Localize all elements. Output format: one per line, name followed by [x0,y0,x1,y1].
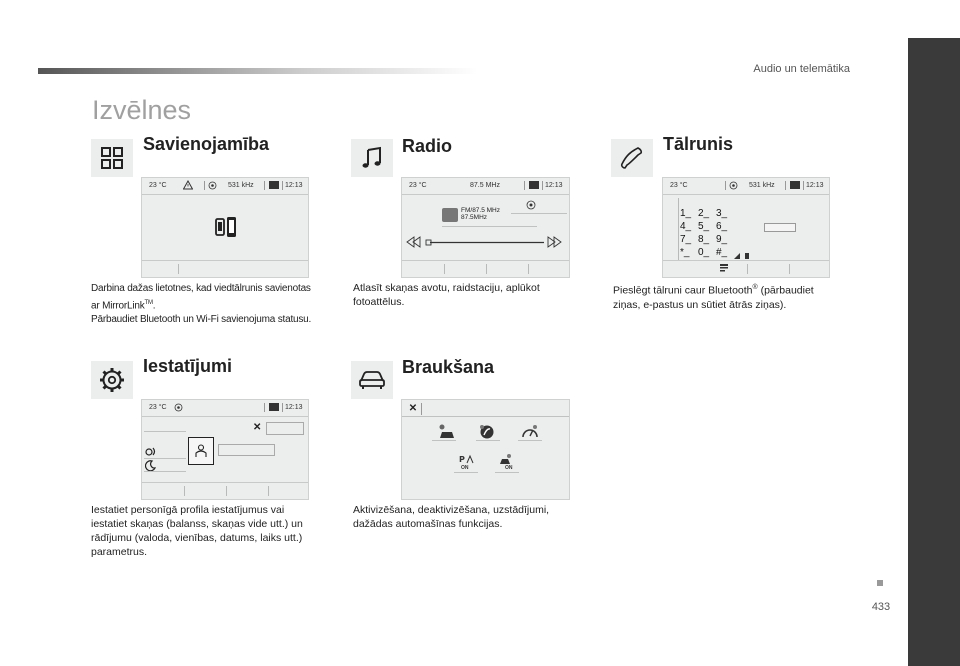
header-gradient-bar [38,68,478,74]
station-logo-icon [442,208,458,222]
phone-description: Pieslēgt tālruni caur Bluetooth® (pārbaudiet ziņas, e-pastus un sūtiet ātrās ziņas). [613,284,814,311]
connectivity-screen [141,177,309,278]
driving-description: Aktivizēšana, deaktivizēšana, uzstādījumi, dažādas automašīnas funkcijas. [353,504,550,530]
radio-signal-icon [174,403,183,412]
header-section-title: Audio un telemātika [753,63,850,75]
status-bar [142,400,308,417]
status-bar [142,178,308,195]
car-icon [351,361,393,399]
seek-forward-icon[interactable] [548,237,561,247]
status-temp: 23 °C [409,182,427,189]
lane-on-label: ON [505,465,513,471]
settings-screen [141,399,309,500]
key-7[interactable]: 7_ [680,234,692,245]
status-frequency: 87.5 MHz [470,182,500,189]
contacts-icon[interactable] [719,263,729,273]
grid-apps-icon [91,139,133,177]
media-icon [790,181,800,189]
connectivity-title: Savienojamība [143,134,270,154]
radio-signal-icon [526,200,536,210]
eco-mode-icon[interactable] [479,424,495,440]
night-mode-icon[interactable] [145,460,156,471]
number-entry-field[interactable] [764,223,796,232]
gear-icon [91,361,133,399]
radio-description: Atlasīt skaņas avotu, raidstaciju, aplūkot fotoattēlus. [353,282,540,308]
status-time: 12:13 [285,404,303,411]
media-icon [269,181,279,189]
status-temp: 23 °C [670,182,688,189]
tuning-slider[interactable] [406,236,566,248]
close-icon[interactable]: ✕ [408,403,418,414]
lane-assist-icon[interactable] [498,453,512,465]
phone-handset-icon [611,139,653,177]
key-4[interactable]: 4_ [680,221,692,232]
station-info: FM/87.5 MHz 87.5MHz [461,207,501,221]
media-icon [269,403,279,411]
dial-keypad[interactable] [680,208,740,259]
status-temp: 23 °C [149,404,167,411]
status-frequency: 531 kHz [228,182,254,189]
status-frequency: 531 kHz [749,182,775,189]
side-thumb-band [908,38,960,666]
parking-on-label: ON [461,465,469,471]
page-marker [877,580,883,586]
status-bar [663,178,829,195]
screen-footer [663,260,829,277]
media-icon [529,181,539,189]
user-profile-button[interactable] [188,437,214,465]
user-profile-icon [195,444,207,458]
settings-title: Iestatījumi [143,356,233,376]
driving-title: Braukšana [402,357,495,377]
sound-settings-icon[interactable] [145,446,158,457]
key-0[interactable]: 0_ [698,247,710,258]
status-time: 12:13 [545,182,563,189]
key-hash[interactable]: #_ [716,247,728,258]
key-6[interactable]: 6_ [716,221,728,232]
profile-option-field[interactable] [218,444,275,456]
svg-text:P: P [459,455,465,464]
warning-icon [183,180,193,190]
radio-signal-icon [208,181,217,190]
screen-footer [142,482,308,499]
key-2[interactable]: 2_ [698,208,710,219]
screen-footer [402,260,569,277]
parking-sensor-icon[interactable] [459,453,475,465]
screen-footer [142,260,308,277]
seek-back-icon[interactable] [407,237,420,247]
phone-screen [662,177,830,278]
speed-dial-icon[interactable] [521,424,539,440]
key-8[interactable]: 8_ [698,234,710,245]
key-9[interactable]: 9_ [716,234,728,245]
key-5[interactable]: 5_ [698,221,710,232]
status-time: 12:13 [806,182,824,189]
key-1[interactable]: 1_ [680,208,692,219]
radio-signal-icon [729,181,738,190]
key-star[interactable]: *_ [680,247,690,258]
status-temp: 23 °C [149,182,167,189]
phone-title: Tālrunis [663,134,734,154]
radio-screen [401,177,570,278]
driving-screen [401,399,570,500]
close-icon[interactable]: ✕ [253,422,262,433]
key-3[interactable]: 3_ [716,208,728,219]
page-title: Izvēlnes [92,95,192,125]
radio-title: Radio [402,136,453,156]
page-number: 433 [871,601,891,613]
settings-description: Iestatiet personīgā profila iestatījumus vai iestatiet skaņas (balanss, skaņas vide utt.) un rādījumu (valoda, vienības, datums, laiks utt.) parametrus. [91,504,303,558]
status-bar [402,178,569,195]
mirror-link-phones-icon [214,215,238,239]
driving-assist-icon[interactable] [437,424,457,440]
status-time: 12:13 [285,182,303,189]
signal-battery-icon [733,252,753,260]
connectivity-description: Darbina dažas lietotnes, kad viedtālrunis savienotas ar MirrorLink™. Pārbaudiet Bluetooth un Wi-Fi savienojuma statusu. [91,283,312,326]
profile-name-field[interactable] [266,422,304,435]
music-note-icon [351,139,393,177]
